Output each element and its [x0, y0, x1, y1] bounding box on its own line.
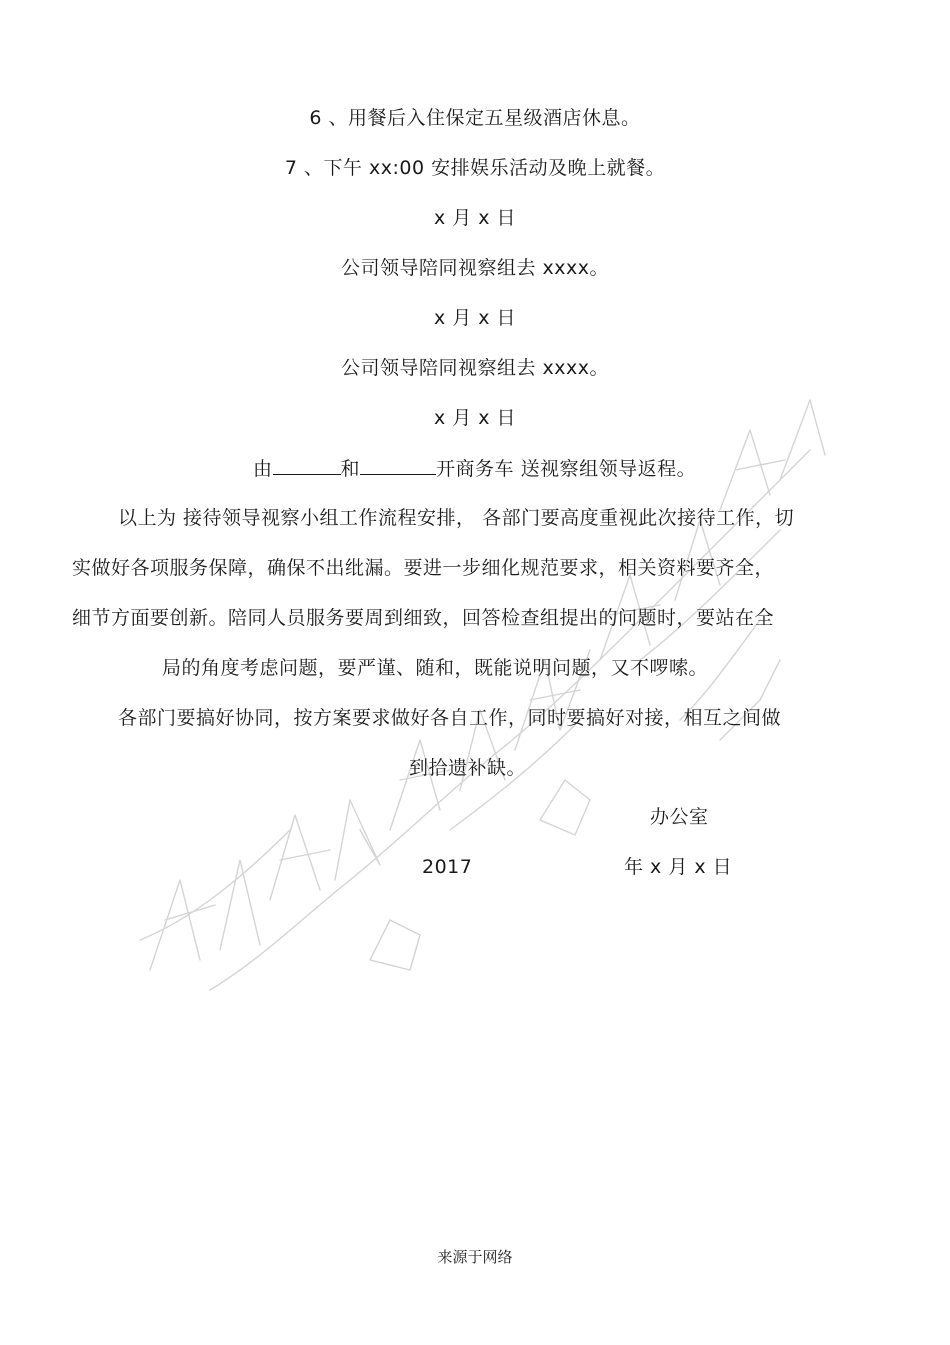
paragraph2-line2: 到拾遗补缺。 [409, 757, 527, 779]
paragraph1-line4: 局的角度考虑问题，要严谨、随和，既能说明问题，又不啰嗦。 [162, 657, 709, 679]
return-prefix: 由 [253, 458, 273, 480]
date-heading-3: x 月 x 日 [433, 407, 517, 429]
return-suffix: 开商务车 送视察组领导返程。 [436, 458, 697, 480]
return-mid: 和 [340, 458, 361, 480]
source-footer: 来源于网络 [437, 1248, 513, 1266]
activity-line-1: 公司领导陪同视察组去 xxxx。 [340, 257, 610, 279]
paragraph1-line1: 以上为 接待领导视察小组工作流程安排， 各部门要高度重视此次接待工作，切 [118, 507, 795, 529]
agenda-item-7: 7 、下午 xx:00 安排娱乐活动及晚上就餐。 [284, 157, 666, 179]
date-heading-1: x 月 x 日 [433, 207, 517, 229]
activity-line-2: 公司领导陪同视察组去 xxxx。 [340, 357, 610, 379]
date-heading-2: x 月 x 日 [433, 307, 517, 329]
signature-year: 2017 [422, 856, 473, 878]
return-trip-line [253, 456, 696, 481]
agenda-item-6: 6 、用餐后入住保定五星级酒店休息。 [309, 107, 641, 129]
signature-date: 年 x 月 x 日 [624, 856, 733, 878]
paragraph1-line3: 细节方面要创新。陪同人员服务要周到细致，回答检查组提出的问题时，要站在全 [72, 607, 775, 629]
signature-office: 办公室 [650, 806, 709, 828]
blank-field-1 [273, 456, 341, 475]
paragraph2-line1: 各部门要搞好协同，按方案要求做好各自工作，同时要搞好对接，相互之间做 [118, 707, 782, 729]
blank-field-2 [360, 456, 436, 475]
paragraph1-line2: 实做好各项服务保障，确保不出纰漏。要进一步细化规范要求，相关资料要齐全， [72, 557, 775, 579]
